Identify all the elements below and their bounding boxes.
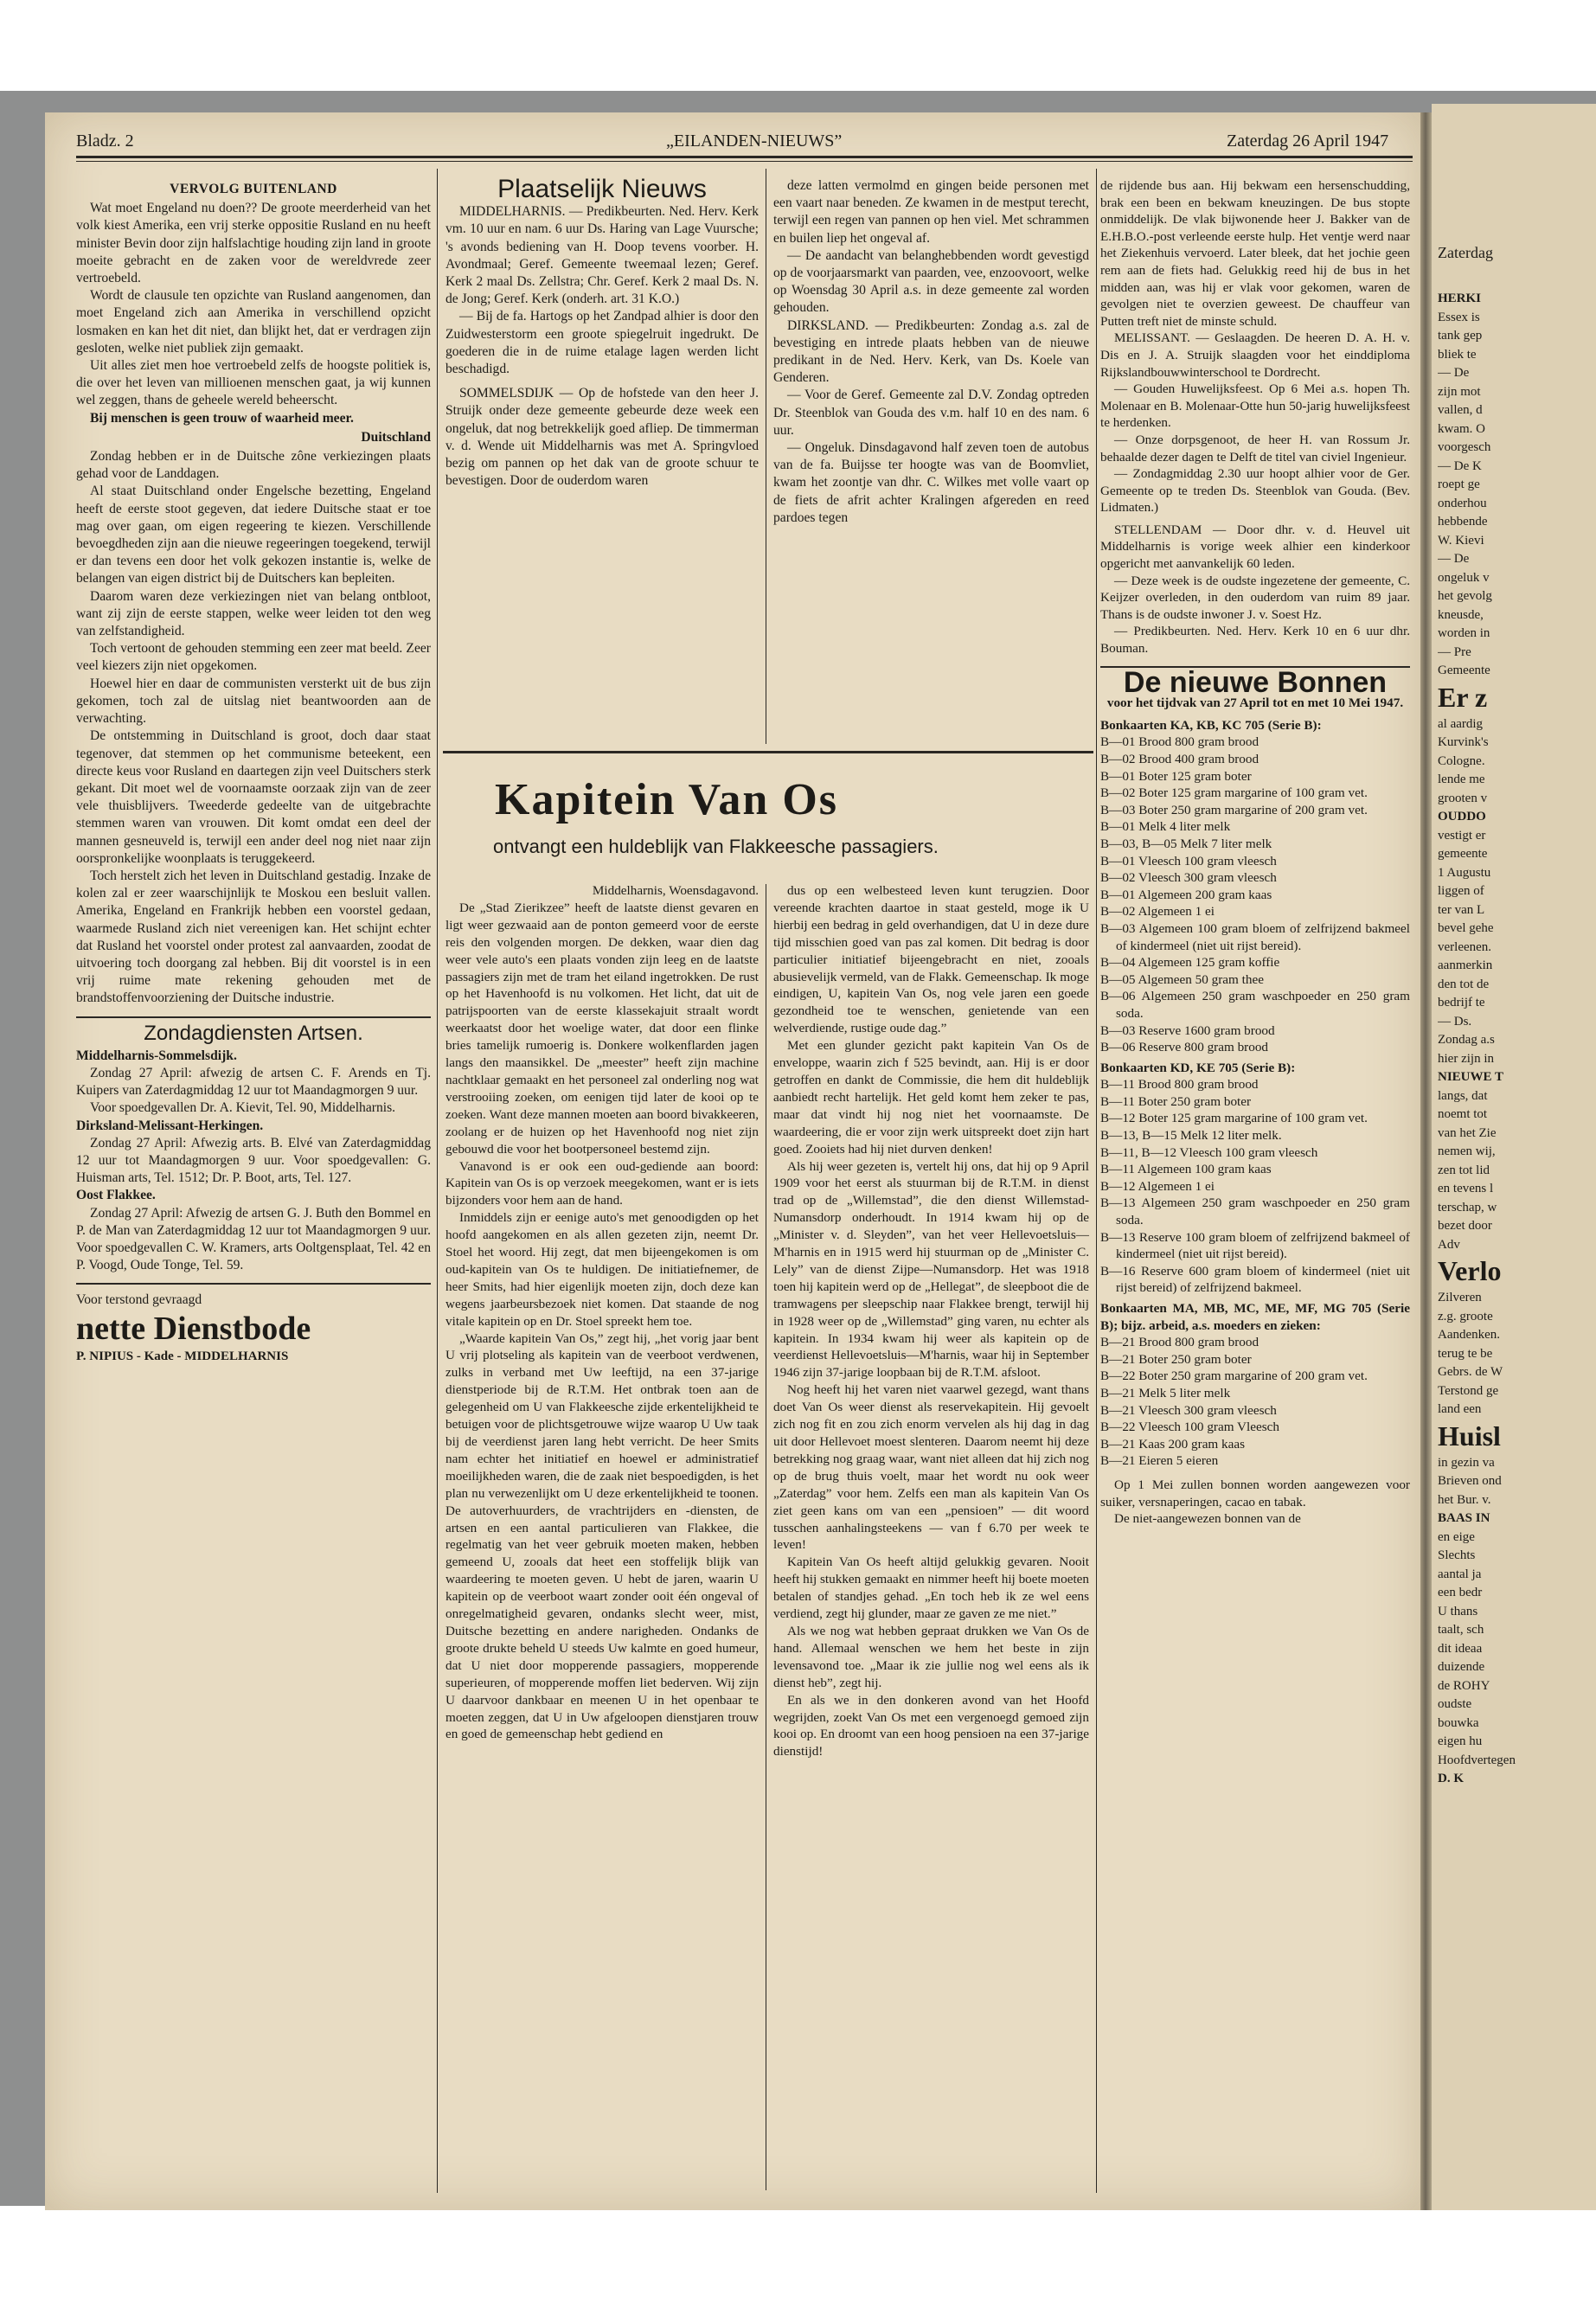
fragment-text: lende me [1438, 772, 1485, 786]
bon-item: B—03 Algemeen 100 gram bloem of zelfrijzend bakmeel of kindermeel (niet uit rijst bereid). [1100, 920, 1410, 953]
fragment-text: OUDDO [1438, 810, 1486, 824]
paragraph: DIRKSLAND. — Predikbeurten: Zondag a.s. zal de bevestiging en intrede plaats hebben van de nieuwe predikant in de Ned. Herv. Kerk, van Ds. Koele van Genderen. [773, 317, 1089, 386]
paragraph: de rijdende bus aan. Hij bekwam een hersenschudding, brak een been en bekwam kneuzingen. De bus stopte onmiddelijk. De vlak bijwonende heer J. Bakker van de E.H.B.O.-post verleende eerste hulp. Het ventje werd naar het Ziekenhuis vervoerd. Later bleek, dat het jochie geen rem aan de fiets had. Gelukkig reed hij de bus in het midden aan, was hij er vlak voor gekomen, waren de gevolgen niet te overzien geweest. De chauffeur van Putten treft niet de minste schuld. [1100, 178, 1410, 329]
paragraph: De ontstemming in Duitschland is groot, doch daar staat tegenover, dat stemmen op het communisme beteekent, een directe keus voor Rusland en daartegen zijn veel Duitschers sterk gekant. Dit moet wel de voornaamste oorzaak zijn van de zeer vele thuisblijvers. Tweederde gedeelte van de uitgebrachte stemmen waren van vrouwen. Dit komt omdat een deel der mannen gesneuveld is, terwijl een ander deel nog niet naar zijn oorspronkelijke woonplaats is teruggekeerd. [76, 728, 431, 866]
subheading: Oost Flakkee. [76, 1188, 156, 1203]
paragraph: Uit alles ziet men hoe vertroebeld zelfs de hoogste politiek is, die over het leven van millioenen menschen gaat, ja wij kunnen wel zeggen, thans de geheele wereld beheerscht. [76, 358, 431, 408]
article-subtitle: ontvangt een huldeblijk van Flakkeesche passagiers. [493, 836, 939, 857]
paragraph: Wat moet Engeland nu doen?? De groote meerderheid van het volk kiest Amerika, een vrij sterke oppositie Rusland en nu heeft minister Bevin door zijn halfslachtige houding zijn land in groote moeite gebracht en de zaken voor de wereldvrede zeer vertroebeld. [76, 201, 431, 286]
fragment-text: hebbende [1438, 515, 1488, 529]
bonnen-list-3 [1100, 1334, 1410, 1470]
column-rule [437, 169, 438, 2193]
fragment-text: den tot de [1438, 977, 1490, 991]
fragment-text: Cologne. [1438, 753, 1485, 768]
paragraph: MIDDELHARNIS. — Predikbeurten. Ned. Herv. Kerk vm. 10 uur en nam. 6 uur Ds. Haring van Lage Vuursche; 's avonds bediening van H. Doop tevens voorber. H. Avondmaal; Geref. Gemeente tweemaal lezen; Geref. Kerk 2 maal Ds. Zellstra; Chr. Geref. Kerk 2 maal Ds. N. de Jong; Geref. Kerk (onderh. art. 31 K.O.) [445, 204, 759, 307]
fragment-text: eigen hu [1438, 1734, 1483, 1748]
fragment-text: worden in [1438, 626, 1490, 640]
fragment-text: bevel gehe [1438, 921, 1494, 935]
bon-item: B—05 Algemeen 50 gram thee [1100, 971, 1264, 987]
fragment-text: Aandenken. [1438, 1328, 1501, 1342]
bon-item: B—12 Boter 125 gram margarine of 100 gram vet. [1100, 1111, 1368, 1126]
subheading: Dirksland-Melissant-Herkingen. [76, 1118, 264, 1133]
fragment-text: Huisl [1438, 1420, 1501, 1452]
paragraph: Zondag 27 April: Afwezig arts. B. Elvé van Zaterdagmiddag 12 uur tot Maandagmorgen 9 uur. Voor spoedgevallen: G. Huisman arts, Tel. 1512; Dr. P. Boot, arts, Tel. 127. [76, 1135, 431, 1186]
paragraph: — Bij de fa. Hartogs op het Zandpad alhier is door den Zuidwesterstorm een groote spiegelruit ingedrukt. De goederen die in de ruime etalage lagen werden licht beschadigd. [445, 309, 759, 377]
bon-item: B—06 Algemeen 250 gram waschpoeder en 250 gram soda. [1100, 989, 1410, 1021]
bon-item: B—02 Brood 400 gram brood [1100, 752, 1259, 766]
paragraph: — Zondagmiddag 2.30 uur hoopt alhier voor de Ger. Gemeente op te treden Ds. Steenblok van Gouda. (Bev. Lidmaten.) [1100, 466, 1410, 516]
page-spine [1420, 112, 1432, 2210]
bon-item: B—21 Melk 5 liter melk [1100, 1385, 1231, 1400]
fragment-text: bliek te [1438, 347, 1477, 362]
bon-item: B—02 Vleesch 300 gram vleesch [1100, 870, 1277, 886]
paragraph: Inmiddels zijn er eenige auto's met genoodigden op het hoofd aangekomen en als allen gezeten zijn, neemt Dr. Stoel het woord. Hij zegt, dat men bijeengekomen is om oud-kapitein van Os te huldigen. De initiatiefnemer, de heer Smits, had hier eigenlijk moeten zijn, doch deze kan wegens jaarbeursbezoek niet komen. Dat staande de nog vitale kapitein op en Dr. Stoel spreekt hem toe. [445, 1210, 759, 1329]
fragment-text: Terstond ge [1438, 1383, 1499, 1398]
fragment-text: van het Zie [1438, 1125, 1497, 1140]
subheading: Bonkaarten KA, KB, KC 705 (Serie B): [1100, 717, 1322, 733]
fragment-text: kneusde, [1438, 607, 1484, 622]
subheading: Bonkaarten KD, KE 705 (Serie B): [1100, 1060, 1296, 1075]
section-title: Plaatselijk Nieuws [497, 175, 707, 203]
fragment-text: ongeluk v [1438, 570, 1490, 585]
paragraph: — Voor de Geref. Gemeente zal D.V. Zondag optreden Dr. Steenblok van Gouda des v.m. half 10 en des nam. 6 uur. [773, 388, 1089, 438]
paragraph: MELISSANT. — Geslaagden. De heeren D. A. H. v. Dis en J. A. Struijk slaagden voor het einddiploma Rijkslandbouwwinterschool te Dordrecht. [1100, 330, 1410, 380]
bon-item: B—01 Vleesch 100 gram vleesch [1100, 853, 1277, 868]
fragment-text: — Ds. [1438, 1014, 1472, 1029]
fragment-text: liggen of [1438, 884, 1484, 898]
paragraph: Daarom waren deze verkiezingen niet van belang ontbloot, want zij zijn de eerste stappen, welke weer leiden tot den weg van zelfstandigheid. [76, 588, 431, 639]
fragment-text: Gebrs. de W [1438, 1365, 1503, 1379]
section-title: De nieuwe Bonnen [1123, 665, 1388, 699]
fragment-text: ter van L [1438, 902, 1485, 917]
paragraph: En als we in den donkeren avond van het Hoofd wegrijden, zoekt Van Os met een vergenoegd gemoed zijn kooi op. En droomt van een hoog pensioen na een 37-jarige dienstijd! [773, 1692, 1089, 1759]
fragment-text: — De [1438, 366, 1470, 380]
ad-headline: nette Dienstbode [76, 1310, 311, 1347]
paragraph: Hoewel hier en daar de communisten versterkt uit de bus zijn gekomen, toch zal de uitslag niet beantwoorden aan de verwachting. [76, 676, 431, 727]
bon-item: B—11 Boter 250 gram boter [1100, 1093, 1252, 1109]
bon-item: B—02 Algemeen 1 ei [1100, 904, 1215, 920]
bon-item: B—21 Vleesch 300 gram vleesch [1100, 1402, 1277, 1418]
bon-item: B—01 Melk 4 liter melk [1100, 819, 1231, 835]
fragment-text: Gemeente [1438, 663, 1490, 677]
issue-date: Zaterdag 26 April 1947 [1227, 131, 1389, 151]
dateline: Middelharnis, Woensdagavond. [592, 883, 759, 898]
fragment-text: duizende [1438, 1660, 1485, 1674]
fragment-text: hier zijn in [1438, 1051, 1494, 1066]
bonnen-period: voor het tijdvak van 27 April tot en met 10 Mei 1947. [1106, 695, 1404, 711]
fragment-text: 1 Augustu [1438, 865, 1491, 880]
bon-item: B—03 Boter 250 gram margarine of 200 gram vet. [1100, 802, 1368, 817]
fragment-text: — Pre [1438, 644, 1471, 659]
paragraph: — De aandacht van belanghebbenden wordt gevestigd op de voorjaarsmarkt van paarden, vee, enzoovoort, welke op Woensdag 30 April a.s. in deze gemeente zal worden gehouden. [773, 247, 1089, 316]
fragment-text: een bedr [1438, 1586, 1483, 1599]
paragraph: — Onze dorpsgenoot, de heer H. van Rossum Jr. behaalde dezer dagen te Delft de titel van civiel Ingenieur. [1100, 432, 1410, 465]
paragraph: Als we nog wat hebben gepraat drukken we Van Os de hand. Allemaal wenschen we hem het beste in zijn levensavond toe. „Maar ik zie jullie nog wel eens als ik dienst heb”, zegt hij. [773, 1623, 1089, 1690]
bon-item: B—03 Reserve 1600 gram brood [1100, 1022, 1275, 1038]
paragraph: — Gouden Huwelijksfeest. Op 6 Mei a.s. hopen Th. Molenaar en B. Molenaar-Otte hun 50-jarig huwelijksfeest te herdenken. [1100, 381, 1410, 431]
column-4 [1100, 177, 1410, 1528]
kapitein-column-1 [445, 882, 759, 1743]
fragment-text: gemeente [1438, 847, 1488, 861]
fragment-text: dit ideaa [1438, 1641, 1483, 1656]
paragraph: Zondag 27 April: Afwezig de artsen G. J. Buth den Bommel en P. de Man van Zaterdagmiddag 12 uur tot Maandagmorgen 9 uur. Voor spoedgevallen C. W. Kramers, arts Ooltgensplaat, Tel. 42 en P. Voogd, Oude Tonge, Tel. 59. [76, 1205, 431, 1273]
paragraph: Met een glunder gezicht pakt kapitein Van Os de enveloppe, waarin zich f 525 bevindt, aan. Hij is er door getroffen en dankt de Commissie, die hem dit huldeblijk aanbiedt recht hartelijk. Het geld komt hem zeker te pas, maar dat vindt hij nog niet het voornaamste. De waardeering, die er voor zijn werk uitspreekt doet zijn hart goed. Zooiets had hij niet durven denken! [773, 1038, 1089, 1157]
subheading: Duitschland [361, 429, 431, 445]
section-title: Zondagdiensten Artsen. [144, 1021, 363, 1045]
fragment-text: Essex is [1438, 310, 1480, 324]
fragment-text: Kurvink's [1438, 735, 1489, 749]
fragment-text: vestigt er [1438, 828, 1486, 843]
paragraph: Bij menschen is geen trouw of waarheid meer. [90, 410, 354, 426]
fragment-text: oudste [1438, 1697, 1472, 1711]
fragment-text: het gevolg [1438, 589, 1492, 603]
fragment-text: aantal ja [1438, 1567, 1482, 1581]
fragment-text: D. K [1438, 1772, 1464, 1785]
fragment-text: Slechts [1438, 1548, 1476, 1562]
bon-item: B—11, B—12 Vleesch 100 gram vleesch [1100, 1144, 1318, 1160]
separator [76, 1016, 431, 1018]
bon-item: B—03, B—05 Melk 7 liter melk [1100, 836, 1272, 851]
fragment-text: in gezin va [1438, 1455, 1495, 1470]
fragment-text: verleenen. [1438, 939, 1492, 954]
fragment-text: al aardig [1438, 716, 1484, 731]
fragment-text: — De K [1438, 458, 1482, 473]
paragraph: Zondag hebben er in de Duitsche zône verkiezingen plaats gehad voor de Landdagen. [76, 449, 431, 482]
bonnen-list-1 [1100, 734, 1410, 1055]
paragraph: — Predikbeurten. Ned. Herv. Kerk 10 en 6 uur dhr. Bouman. [1100, 624, 1410, 657]
bon-item: B—01 Algemeen 200 gram kaas [1100, 887, 1272, 902]
bon-item: B—22 Boter 250 gram margarine of 200 gram vet. [1100, 1368, 1368, 1384]
bonnen-list-2 [1100, 1076, 1410, 1297]
fragment-text: voorgesch [1438, 440, 1491, 454]
paragraph: Als hij weer gezeten is, vertelt hij ons, dat hij op 9 April 1909 voor het eerst als stuurman bij de R.T.M. in dienst trad op de „Willemstad”, die den dienst Willemstad-Numansdorp onderhoudt. In 1914 kwam hij op de „Minister v. d. Sleyden”, van het veer Hellevoetsluis—M'harnis en in 1915 werd hij stuurman op de „Minister C. Lely” van de dienst Zijpe—Numansdorp. Het was 1918 toen hij kapitein werd op de „Hellegat”, de sleepboot die de tramwagens per sleepschip naar Flakkee brengt, terwijl hij in 1928 weer op de „Willemstad” ging varen, nu echter als kapitein. In 1934 kwam hij weer als kapitein op de veerdienst Hellevoetsluis—M'harnis, waar hij in September 1946 zijn 37-jarige loopbaan bij de R.T.M. afsloot. [773, 1158, 1089, 1381]
paragraph: STELLENDAM — Door dhr. v. d. Heuvel uit Middelharnis is vorige week alhier een kinderkoor opgericht met aanvankelijk 60 leden. [1100, 522, 1410, 572]
bon-item: B—21 Brood 800 gram brood [1100, 1335, 1259, 1350]
bon-item: B—13 Algemeen 250 gram waschpoeder en 250 gram soda. [1100, 1195, 1410, 1228]
article-title: VERVOLG BUITENLAND [170, 182, 337, 196]
paragraph: Kapitein Van Os heeft altijd gelukkig gevaren. Nooit heeft hij stukken gemaakt en nimmer heeft hij boete moeten betalen of standjes gehad. „En toch heb ik ze wel eens verdiend, zegt hij glunder, maar ze gaven ze me niet.” [773, 1554, 1089, 1622]
paragraph: deze latten vermolmd en gingen beide personen met een vaart naar beneden. Ze kwamen in de mestput terecht, terwijl een regen van pannen op hen viel. Met schrammen en builen liep het ongeval af. [773, 178, 1089, 246]
fragment-text: terschap, w [1438, 1200, 1497, 1215]
ad-intro: Voor terstond gevraagd [76, 1292, 202, 1308]
fragment-text: U thans [1438, 1604, 1478, 1618]
separator [76, 1283, 431, 1285]
fragment-text: langs, dat [1438, 1088, 1488, 1103]
ad-address: P. NIPIUS - Kade - MIDDELHARNIS [76, 1349, 289, 1363]
paragraph: Nog heeft hij het varen niet vaarwel gezegd, want thans doet Van Os weer dienst als reservekapitein. Hij gevoelt zich nog fit en zou zich enorm vervelen als hij dag in dag uit door Hellevoet moest slenteren. Daarom neemt hij deze betrekking nog graag waar, want niet alleen dat hij zich nog op de brug thuis voelt, maar het wordt nu ook weer „Zaterdag” voor hem. Zelfs een man als kapitein Van Os ziet geen kans om van een „pensioen” — dit woord tusschen aanhalingsteekens — van f 6.70 per week te leven! [773, 1382, 1089, 1553]
fragment-text: BAAS IN [1438, 1511, 1490, 1525]
bon-item: B—21 Kaas 200 gram kaas [1100, 1436, 1246, 1452]
bon-item: B—16 Reserve 600 gram bloem of kindermeel (niet uit rijst bereid) of zelfrijzend bakmeel. [1100, 1263, 1410, 1296]
fragment-text: z.g. groote [1438, 1309, 1493, 1324]
fragment-text: en tevens l [1438, 1182, 1494, 1195]
column-rule [1096, 169, 1097, 2193]
paragraph: dus op een welbesteed leven kunt terugzien. Door vereende krachten daartoe in staat gesteld, moge ik U hierbij een bedrag in geld overhandigen, dat U in deze dure tijd misschien goed van pas zal komen. Dit bedrag is door particulier initiatief bijeengebracht en niet, zooals abusievelijk vermeld, van de Flakk. Gemeenschap. Ik moge eindigen, U, kapitein Van Os, nog vele jaren een goede gezondheid toe te wenschen, genietende van een welverdiende, rustige oude dag.” [773, 883, 1089, 1036]
fragment-text: zen tot lid [1438, 1163, 1490, 1177]
fragment-text: terug te be [1438, 1346, 1493, 1361]
bon-item: B—21 Eieren 5 eieren [1100, 1453, 1219, 1469]
header-rule-thin [76, 161, 1413, 162]
paragraph: De niet-aangewezen bonnen van de [1114, 1511, 1301, 1527]
column-1 [76, 177, 431, 1365]
fragment-text: roept ge [1438, 478, 1480, 491]
fragment-text: en eige [1438, 1529, 1475, 1544]
adjacent-page-date: Zaterdag [1438, 244, 1493, 261]
subheading: Bonkaarten MA, MB, MC, ME, MF, MG 705 (Serie B); bijz. arbeid, a.s. moeders en zieken: [1100, 1301, 1410, 1333]
paragraph: Zondag 27 April: afwezig de artsen C. F. Arends en Tj. Kuipers van Zaterdagmiddag 12 uur tot Maandagmorgen 9 uur. [76, 1065, 431, 1099]
column-2-top [445, 177, 759, 490]
fragment-text: grooten v [1438, 791, 1488, 805]
fragment-text: HERKI [1438, 292, 1482, 305]
fragment-text: aanmerkin [1438, 958, 1493, 972]
paragraph: — Ongeluk. Dinsdagavond half zeven toen de autobus van de fa. Buijsse ter hoogte was van de Boomvliet, kwam het zoontje van dhr. C. Wilkes met volle vaart op de fiets de afrit achter Kralingen afgereden en reed pardoes tegen [773, 440, 1089, 525]
paragraph: Al staat Duitschland onder Engelsche bezetting, Engeland heeft de eerste stoot gegeven, dat iedere Duitsche staat er toe mag over gaan, om eigen regeering te kiezen. Verschillende bevoegdheden zijn aan die nieuwe regeeringen toegekend, terwijl er dan tevens een door het volk gekozen instantie is, welke de belangen van eigen district bij de Duitschers kan bepleiten. [76, 484, 431, 586]
fragment-text: bezet door [1438, 1219, 1492, 1233]
bon-item: B—11 Algemeen 100 gram kaas [1100, 1162, 1272, 1177]
fragment-text: Er z [1438, 681, 1488, 713]
fragment-text: NIEUWE T [1438, 1070, 1503, 1084]
newspaper-name: „EILANDEN-NIEUWS” [666, 131, 843, 151]
paragraph: Voor spoedgevallen Dr. A. Kievit, Tel. 90, Middelharnis. [90, 1100, 396, 1116]
header-rule [76, 156, 1413, 158]
bon-item: B—12 Algemeen 1 ei [1100, 1178, 1215, 1194]
paragraph: — Deze week is de oudste ingezetene der gemeente, C. Keijzer overleden, in den ouderdom van ruim 89 jaar. Thans is de oudste inwoner J. v. Soest Hz. [1100, 573, 1410, 622]
fragment-text: Zilveren [1438, 1291, 1482, 1304]
fragment-text: Adv [1438, 1237, 1460, 1252]
fragment-text: Brieven ond [1438, 1474, 1502, 1488]
fragment-text: land een [1438, 1402, 1482, 1416]
bon-item: B—22 Vleesch 100 gram Vleesch [1100, 1420, 1279, 1435]
fragment-text: bedrijf te [1438, 996, 1485, 1009]
paragraph: De „Stad Zierikzee” heeft de laatste dienst gevaren en ligt weer gezwaaid aan de ponton gemeerd voor de eerste reis den volgenden morgen. De dekken, waar dien dag weer vele auto's een plaats vonden zijn leeg en de laatste passagiers zijn met de tram het eiland ingetrokken. De rust op het Havenhoofd is nu volkomen. Het licht, dat uit de patrijspoorten van de eerste klassekajuit straalt wordt weerkaatst door het woelige water, dat door een flinke bries tamelijk rumoerig is. Donkere wolkenflarden jagen langs den maansikkel. De „meester” heeft zijn machine nachtklaar gemaakt en het personeel zal onderling nog wat verstrooiing zoeken, om eenigen tijd later de kooi op te zoeken. Want deze mannen moeten aan boord bivakkeeren, zoolang er de huizen op het Havenhoofd nog niet zijn gebouwd die voor het bootpersoneel bestemd zijn. [445, 900, 759, 1157]
kapitein-column-2 [773, 882, 1089, 1760]
fragment-text: kwam. O [1438, 421, 1485, 436]
article-rule [443, 751, 1093, 753]
bon-item: B—02 Boter 125 gram margarine of 100 gram vet. [1100, 785, 1368, 801]
column-3-top [773, 177, 1089, 527]
fragment-text: onderhou [1438, 496, 1487, 510]
paragraph: Op 1 Mei zullen bonnen worden aangewezen voor suiker, versnaperingen, cacao en tabak. [1100, 1477, 1410, 1509]
paragraph: SOMMELSDIJK — Op de hofstede van den heer J. Struijk onder deze gemeente gebeurde deze week een ongeluk, dat nog betrekkelijk goed afliep. De timmerman v. d. Wende uit Middelharnis was met A. Springvloed bezig om pannen op het dak van de groote schuur te bevestigen. Door de ouderdom waren [445, 386, 759, 489]
fragment-text: zijn mot [1438, 384, 1481, 399]
fragment-text: tank gep [1438, 329, 1483, 343]
paragraph: „Waarde kapitein Van Os,” zegt hij, „het vorig jaar bent U vrij plotseling als kapitein van de veerboot verdwenen, zulks in verband met Uw leeftijd, na een 37-jarige dienstperiode bij de R.T.M. Het ontbrak toen aan de gelegenheid om U van Flakkeesche zijde erkentelijkheid te betuigen voor de plichtsgetrouwe wijze waarop U Uw taak bij de veerdienst jaren lang hebt verricht. De heer Smits nam echter het initiatief en hoewel er administratief moeilijkheden waren, die de zaak niet bespoedigden, is het plan nu verwezenlijkt om U deze erkentelijkheid te toonen. De autoverhuurders, de vrachtrijders en -diensten, de artsen en een aantal particulieren van Flakkee, die regelmatig van het veer gebruik moeten maken, hebben gemeend U, zooals dat heet een stoffelijk blijk van waardeering te moeten geven. U hebt de jaren, waarin U kapitein op de veerboot waart zonder ooit één ongeval of onregelmatigheid gevaren, ondanks slecht weer, mist, Duitsche bezetting en andere narigheden. Ondanks de groote drukte beheld U steeds Uw kalmte en goed humeur, dat U niet door mopperende passagiers, mopperende superieuren, of mopperende moffen liet bederven. Wij zijn U daarvoor dankbaar en meenen U in het openbaar te moeten zeggen, dat U in Uw afgeloopen dienstjaren trouw en goed de gemeenschap hebt gediend en [445, 1330, 759, 1742]
bon-item: B—13, B—15 Melk 12 liter melk. [1100, 1128, 1282, 1144]
fragment-text: taalt, sch [1438, 1623, 1484, 1637]
paragraph: Wordt de clausule ten opzichte van Rusland aangenomen, dan moet Engeland zich aan Amerika in verschillend opzicht losmaken en kan het dit niet, dan blijkt het, dat er verdragen zijn gesloten, welke niet publiek zijn gemaakt. [76, 288, 431, 356]
bon-item: B—21 Boter 250 gram boter [1100, 1351, 1252, 1367]
fragment-text: W. Kievi [1438, 533, 1484, 548]
fragment-text: Hoofdvertegen [1438, 1753, 1516, 1767]
fragment-text: nemen wij, [1438, 1144, 1496, 1158]
subheading: Middelharnis-Sommelsdijk. [76, 1048, 237, 1063]
fragment-text: de ROHY [1438, 1678, 1490, 1693]
bon-item: B—04 Algemeen 125 gram koffie [1100, 955, 1280, 971]
fragment-text: het Bur. v. [1438, 1492, 1491, 1507]
fragment-text: — De [1438, 552, 1470, 566]
bon-item: B—11 Brood 800 gram brood [1100, 1077, 1259, 1093]
paragraph: Toch vertoont de gehouden stemming een zeer mat beeld. Zeer veel kiezers zijn niet opgekomen. [76, 641, 431, 674]
fragment-text: vallen, d [1438, 403, 1483, 417]
article-headline: Kapitein Van Os [495, 775, 839, 824]
bon-item: B—01 Brood 800 gram brood [1100, 734, 1259, 750]
fragment-text: bouwka [1438, 1715, 1479, 1730]
paragraph: Toch herstelt zich het leven in Duitschland gestadig. Inzake de kolen zal er zeer waarschijnlijk te Moskou een besluit vallen. Amerika, Engeland en Frankrijk hebben een voorstel gedaan, waarmede Rusland zich niet vereenigen kan. Het schijnt echter dat Rusland het voorstel onder protest zal aanvaarden, zoodat de uitvoering toch doorgang zal hebben. Bij dit voorstel is in een vrij ruime mate rekening gehouden met de brandstoffenvoorziening der Duitsche industrie. [76, 868, 431, 1006]
page-number: Bladz. 2 [76, 131, 134, 151]
fragment-text: noemt tot [1438, 1107, 1488, 1121]
paragraph: Vanavond is er ook een oud-gediende aan boord: Kapitein van Os is op verzoek meegekomen, want er is iets bijzonders voor hem aan de hand. [445, 1158, 759, 1208]
bon-item: B—01 Boter 125 gram boter [1100, 768, 1252, 784]
bon-item: B—13 Reserve 100 gram bloem of zelfrijzend bakmeel of kindermeel (niet uit rijst bereid). [1100, 1229, 1410, 1262]
bon-item: B—06 Reserve 800 gram brood [1100, 1040, 1269, 1055]
fragment-text: Verlo [1438, 1255, 1502, 1286]
fragment-text: Zondag a.s [1438, 1033, 1495, 1047]
